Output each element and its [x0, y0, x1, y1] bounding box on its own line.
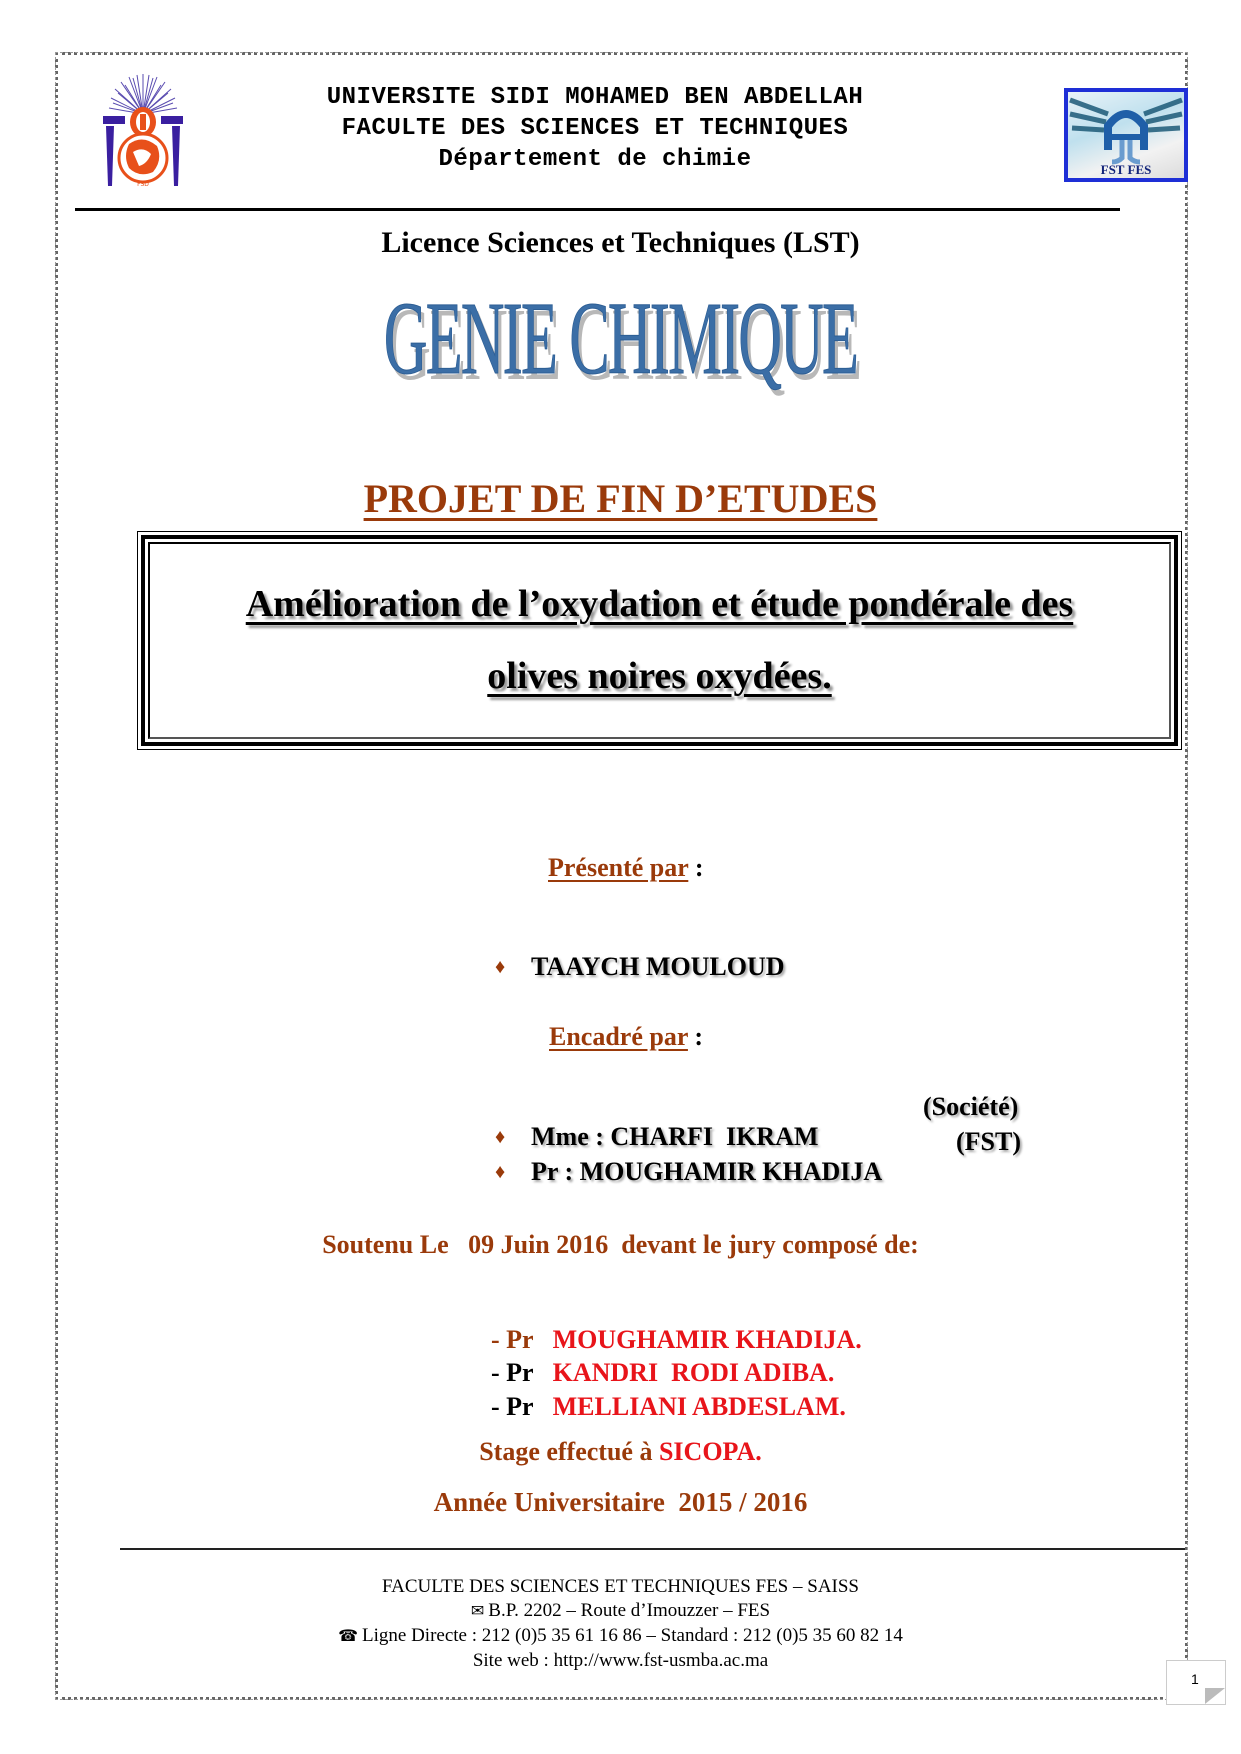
- thesis-title-line2: olives noires oxydées.: [487, 655, 832, 697]
- university-emblem-icon: [103, 74, 183, 190]
- student-item: ♦ TAAYCH MOULOUD: [495, 952, 785, 981]
- university-name: UNIVERSITE SIDI MOHAMED BEN ABDELLAH: [326, 84, 864, 111]
- fst-fes-logo-icon: [1064, 88, 1188, 182]
- footer-website: Site web : http://www.fst-usmba.ac.ma: [472, 1650, 769, 1671]
- academic-year: Année Universitaire 2015 / 2016: [433, 1487, 808, 1517]
- internship-line: Stage effectué à SICOPA.: [479, 1437, 762, 1466]
- specialty-wordart: GENIE CHIMIQUE: [383, 281, 858, 396]
- jury-member: - Pr MOUGHAMIR KHADIJA.: [491, 1325, 862, 1354]
- diamond-bullet-icon: ♦: [495, 1161, 506, 1183]
- thesis-title: [150, 568, 1169, 712]
- thesis-title-box: [137, 531, 1182, 750]
- presented-by-label: Présenté par :: [548, 853, 704, 882]
- company-name: SICOPA.: [658, 1437, 762, 1466]
- footer-address: ✉ B.P. 2202 – Route d’Imouzzer – FES: [0, 1599, 1241, 1624]
- faculty-name: FACULTE DES SCIENCES ET TECHNIQUES: [341, 115, 849, 142]
- institution-header: [250, 82, 940, 175]
- supervisor-item: ♦ Mme : CHARFI IKRAM: [495, 1122, 819, 1151]
- project-heading: PROJET DE FIN D’ETUDES: [363, 476, 878, 521]
- footer-institution: FACULTE DES SCIENCES ET TECHNIQUES FES – SAISS: [381, 1576, 859, 1597]
- footer: [0, 1575, 1241, 1673]
- page-number: 1: [1166, 1660, 1226, 1705]
- supervisor-affiliation: (FST): [956, 1127, 1021, 1156]
- footer-divider: [120, 1548, 1185, 1550]
- supervised-by-label: Encadré par :: [549, 1022, 704, 1051]
- svg-text:FSD: FSD: [137, 181, 149, 188]
- defense-statement: Soutenu Le 09 Juin 2016 devant le jury composé de:: [322, 1230, 919, 1259]
- diamond-bullet-icon: ♦: [495, 956, 506, 978]
- page-curl-icon: [1205, 1688, 1225, 1704]
- jury-member: - Pr MELLIANI ABDESLAM.: [491, 1392, 846, 1421]
- supervisor-item: ♦ Pr : MOUGHAMIR KHADIJA: [495, 1157, 883, 1186]
- footer-phone: ☎ Ligne Directe : 212 (0)5 35 61 16 86 – Standard : 212 (0)5 35 60 82 14: [0, 1624, 1241, 1649]
- mailbox-icon: ✉: [470, 1603, 485, 1620]
- phone-icon: ☎: [338, 1628, 359, 1645]
- thesis-title-line1: Amélioration de l’oxydation et étude pondérale des: [245, 583, 1074, 625]
- svg-text:FST FES: FST FES: [1100, 162, 1152, 177]
- program-title: Licence Sciences et Techniques (LST): [381, 226, 860, 259]
- jury-member: - Pr KANDRI RODI ADIBA.: [491, 1358, 835, 1387]
- header-divider: [75, 208, 1120, 211]
- diamond-bullet-icon: ♦: [495, 1126, 506, 1148]
- supervisor-affiliation: (Société): [923, 1092, 1019, 1121]
- department-name: Département de chimie: [438, 146, 752, 173]
